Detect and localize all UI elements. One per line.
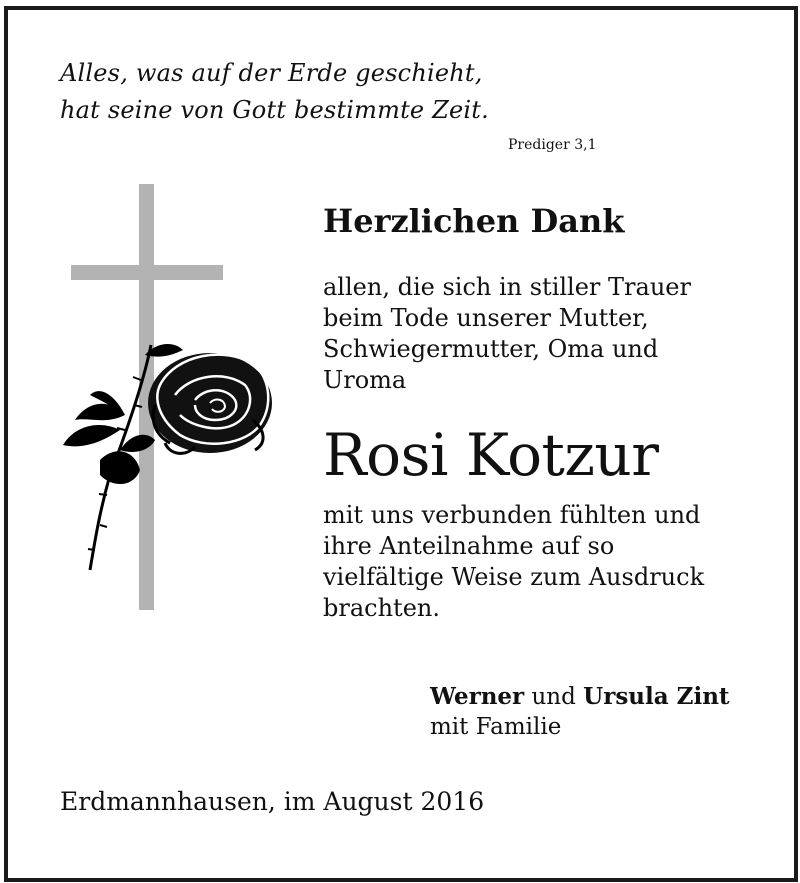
intro-line: allen, die sich in stiller Trauer — [323, 273, 691, 301]
verse-source: Prediger 3,1 — [508, 137, 597, 153]
body-line: mit uns verbunden fühlten und — [323, 501, 701, 529]
heading-thanks: Herzlichen Dank — [323, 202, 625, 240]
intro-paragraph — [323, 272, 691, 396]
intro-line: beim Tode unserer Mutter, — [323, 304, 649, 332]
body-line: vielfältige Weise zum Ausdruck — [323, 563, 705, 591]
body-line: ihre Anteilnahme auf so — [323, 532, 615, 560]
rose-icon — [55, 325, 280, 575]
signer-connector: und — [524, 684, 584, 710]
intro-line: Schwiegermutter, Oma und — [323, 335, 659, 363]
deceased-name: Rosi Kotzur — [323, 421, 659, 489]
place-date: Erdmannhausen, im August 2016 — [60, 787, 485, 816]
signer-first-name: Werner — [430, 683, 525, 710]
bible-verse — [60, 55, 489, 129]
verse-line-1: Alles, was auf der Erde geschieht, — [60, 59, 483, 87]
intro-line: Uroma — [323, 366, 407, 394]
body-line: brachten. — [323, 594, 440, 622]
signer-family: mit Familie — [430, 714, 562, 740]
verse-line-2: hat seine von Gott bestimmte Zeit. — [60, 96, 489, 124]
signer-name: Ursula Zint — [583, 683, 730, 710]
body-paragraph — [323, 500, 704, 624]
signature — [430, 682, 730, 742]
cross-arm — [71, 265, 223, 280]
